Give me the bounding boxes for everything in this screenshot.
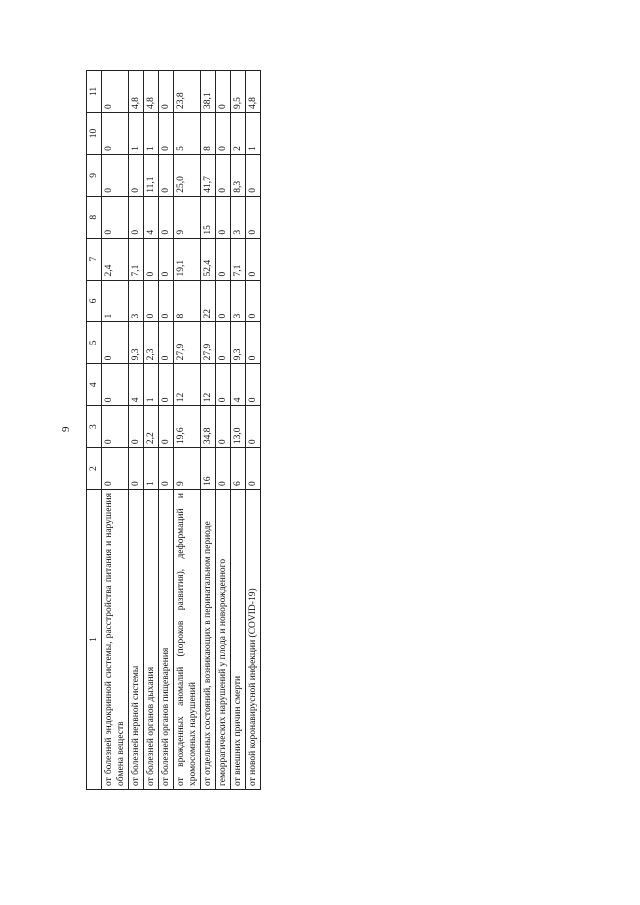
table-cell: 3: [231, 196, 246, 238]
table-body: [102, 71, 261, 790]
table-cell: 0: [129, 196, 144, 238]
table-cell: 41,7: [201, 154, 216, 196]
column-header: 1: [87, 490, 102, 790]
table-cell: 4,8: [129, 71, 144, 113]
table-cell: 0: [102, 322, 129, 364]
table-cell: 2: [231, 112, 246, 154]
table-cell: 3: [129, 280, 144, 322]
table-cell: 9: [174, 196, 201, 238]
table-cell: 0: [129, 154, 144, 196]
table-cell: 0: [216, 154, 231, 196]
table-cell: 11,1: [144, 154, 159, 196]
table-cell: 15: [201, 196, 216, 238]
table-cell: 0: [216, 112, 231, 154]
table-cell: 0: [159, 406, 174, 448]
table-cell: 0: [102, 364, 129, 406]
table-cell: 0: [159, 112, 174, 154]
table-cell: 12: [201, 364, 216, 406]
table-cell: 0: [144, 238, 159, 280]
table-cell: 0: [102, 71, 129, 113]
table-cell: 7,1: [231, 238, 246, 280]
table-cell: 1: [144, 448, 159, 490]
table-cell: 13,0: [231, 406, 246, 448]
row-label: от болезней органов пищеварения: [159, 490, 174, 790]
table-cell: 34,8: [201, 406, 216, 448]
table-cell: 4: [144, 196, 159, 238]
column-header: 10: [87, 112, 102, 154]
row-label: от болезней органов дыхания: [144, 490, 159, 790]
table-row: [129, 71, 144, 790]
table-cell: 27,9: [201, 322, 216, 364]
table-cell: 6: [231, 448, 246, 490]
table-cell: 1: [102, 280, 129, 322]
table-cell: 9,3: [231, 322, 246, 364]
column-header: 3: [87, 406, 102, 448]
table-cell: 4: [231, 364, 246, 406]
table-cell: 0: [216, 196, 231, 238]
column-header: 7: [87, 238, 102, 280]
page-number: 9: [60, 426, 72, 432]
column-header: 5: [87, 322, 102, 364]
table-cell: 5: [174, 112, 201, 154]
table-row: [246, 71, 261, 790]
table-cell: 0: [102, 112, 129, 154]
table-cell: 16: [201, 448, 216, 490]
column-header: 9: [87, 154, 102, 196]
table-cell: 0: [159, 71, 174, 113]
table-cell: 22: [201, 280, 216, 322]
mortality-causes-table: [86, 70, 261, 790]
column-header: 8: [87, 196, 102, 238]
table-cell: 0: [246, 196, 261, 238]
row-label: от внешних причин смерти: [231, 490, 246, 790]
table-cell: 0: [246, 154, 261, 196]
table-cell: 0: [159, 196, 174, 238]
table-cell: 0: [129, 406, 144, 448]
table-cell: 0: [246, 322, 261, 364]
table-cell: 8,3: [231, 154, 246, 196]
table-cell: 0: [144, 280, 159, 322]
table-cell: 1: [144, 364, 159, 406]
table-cell: 2,2: [144, 406, 159, 448]
column-header: 6: [87, 280, 102, 322]
table-cell: 23,8: [174, 71, 201, 113]
table-row: [144, 71, 159, 790]
table-cell: 0: [246, 364, 261, 406]
table-cell: 4: [129, 364, 144, 406]
table-row: [174, 71, 201, 790]
table-cell: 0: [129, 448, 144, 490]
row-label: от отдельных состояний, возникающих в перинатальном периоде: [201, 490, 216, 790]
table-cell: 4,8: [144, 71, 159, 113]
table-cell: 0: [159, 364, 174, 406]
table-cell: 0: [159, 322, 174, 364]
row-label: от болезней нервной системы: [129, 490, 144, 790]
table-cell: 52,4: [201, 238, 216, 280]
table-cell: 19,1: [174, 238, 201, 280]
table-cell: 0: [216, 238, 231, 280]
table-cell: 9: [174, 448, 201, 490]
table-cell: 0: [159, 154, 174, 196]
table-cell: 0: [102, 406, 129, 448]
table-cell: 4,8: [246, 71, 261, 113]
table-cell: 0: [216, 322, 231, 364]
table-cell: 12: [174, 364, 201, 406]
rotated-table-sheet: [86, 70, 306, 790]
table-cell: 25,0: [174, 154, 201, 196]
table-cell: 0: [216, 71, 231, 113]
table-cell: 9,3: [129, 322, 144, 364]
table-cell: 0: [246, 280, 261, 322]
table-cell: 8: [201, 112, 216, 154]
table-cell: 0: [246, 406, 261, 448]
table-cell: 0: [246, 238, 261, 280]
table-row: [159, 71, 174, 790]
column-header: 11: [87, 71, 102, 113]
table-cell: 0: [159, 238, 174, 280]
table-cell: 8: [174, 280, 201, 322]
table-cell: 0: [159, 280, 174, 322]
table-cell: 0: [216, 280, 231, 322]
table-cell: 19,6: [174, 406, 201, 448]
table-header-row: [87, 71, 102, 790]
table-cell: 2,4: [102, 238, 129, 280]
row-label: от врожденных аномалий (пороков развития), деформаций и хромосомных нарушений: [174, 490, 201, 790]
table-cell: 7,1: [129, 238, 144, 280]
table-cell: 0: [159, 448, 174, 490]
table-cell: 0: [216, 364, 231, 406]
table-row: [216, 71, 231, 790]
table-cell: 38,1: [201, 71, 216, 113]
table-row: [201, 71, 216, 790]
table-row: [102, 71, 129, 790]
row-label: от новой коронавирусной инфекции (COVID-19): [246, 490, 261, 790]
table-cell: 0: [102, 448, 129, 490]
table-cell: 1: [144, 112, 159, 154]
table-cell: 0: [246, 448, 261, 490]
table-row: [231, 71, 246, 790]
table-cell: 0: [102, 196, 129, 238]
column-header: 2: [87, 448, 102, 490]
table-cell: 3: [231, 280, 246, 322]
row-label: от болезней эндокринной системы, расстройства питания и нарушения обмена веществ: [102, 490, 129, 790]
row-label: геморрагических нарушений у плода и новорожденного: [216, 490, 231, 790]
table-cell: 27,9: [174, 322, 201, 364]
table-cell: 0: [216, 406, 231, 448]
table-cell: 1: [246, 112, 261, 154]
table-cell: 1: [129, 112, 144, 154]
table-cell: 2,3: [144, 322, 159, 364]
column-header: 4: [87, 364, 102, 406]
table-cell: 0: [102, 154, 129, 196]
table-cell: 9,5: [231, 71, 246, 113]
table-cell: 0: [216, 448, 231, 490]
